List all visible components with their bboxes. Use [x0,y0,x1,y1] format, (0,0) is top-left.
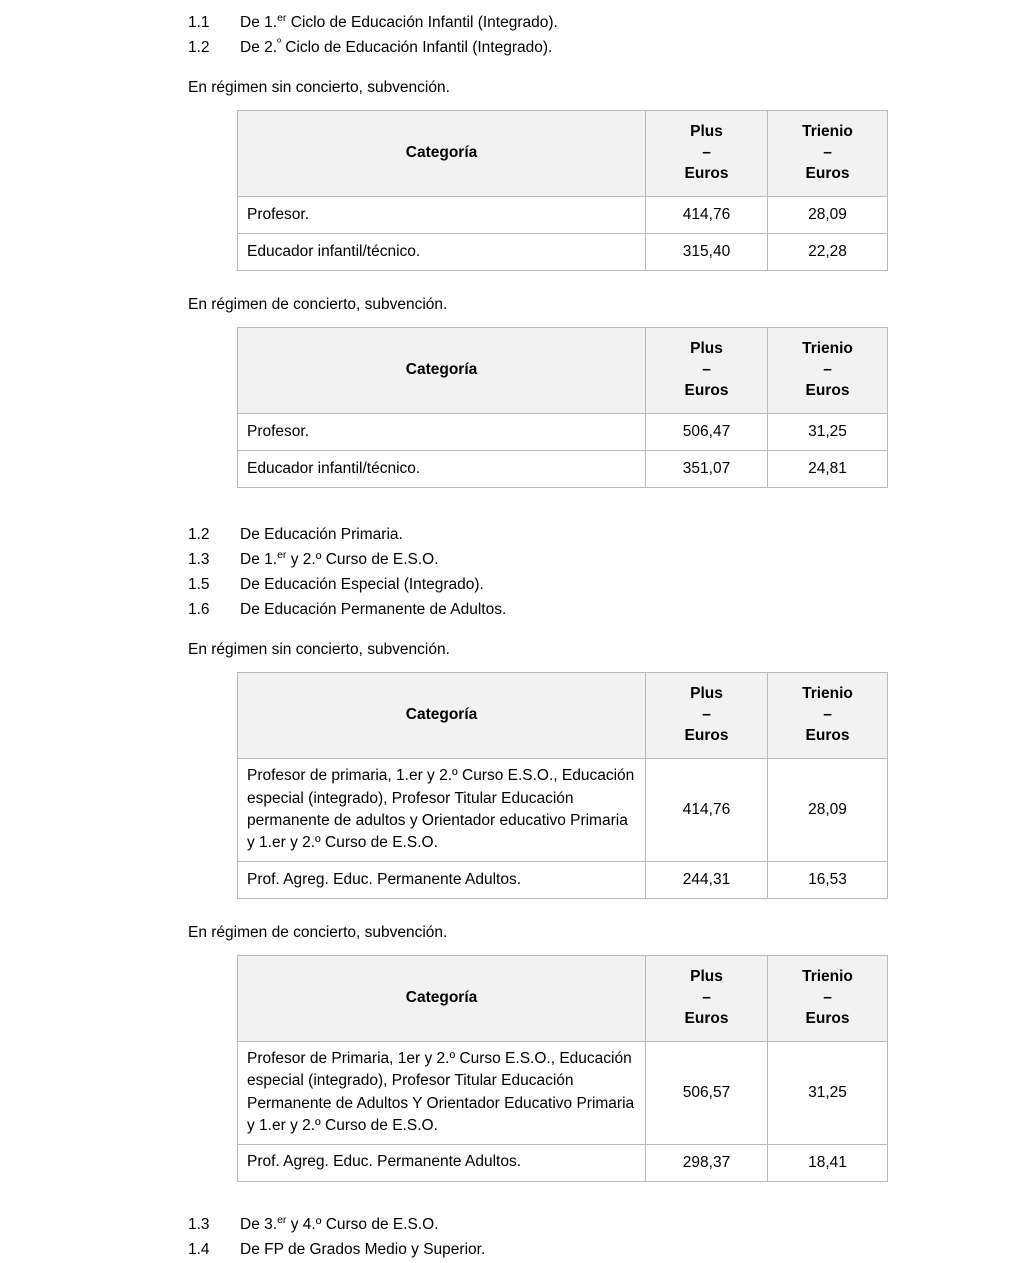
ordinal-suffix: er [277,548,287,561]
column-header-trienio: Trienio – Euros [768,328,888,414]
cell-trienio: 18,41 [768,1144,888,1181]
table-caption: En régimen de concierto, subvención. [188,296,448,314]
table-caption: En régimen sin concierto, subvención. [188,641,450,659]
column-header-plus: Plus – Euros [646,673,768,759]
cell-trienio: 22,28 [768,234,888,271]
table-row [238,413,888,450]
list-item [0,597,1030,622]
cell-plus: 351,07 [646,450,768,487]
cell-trienio: 24,81 [768,450,888,487]
cell-categoria: Profesor de primaria, 1.er y 2.º Curso E.S.O., Educación especial (integrado), Profesor Titular Educación permanente de adultos y Orientador educativo Primaria y 1.er y 2.º Curso de E.S.O. [238,759,646,862]
cell-categoria: Prof. Agreg. Educ. Permanente Adultos. [238,1144,646,1181]
cell-categoria: Educador infantil/técnico. [238,450,646,487]
table-row [238,450,888,487]
table-row [238,1041,888,1144]
list-item-label: De Educación Permanente de Adultos. [240,601,507,619]
table-header-row [238,328,888,414]
cell-plus: 298,37 [646,1144,768,1181]
table-caption: En régimen sin concierto, subvención. [188,79,450,97]
numbered-list-section-2 [0,522,1030,622]
cell-categoria: Prof. Agreg. Educ. Permanente Adultos. [238,861,646,898]
ordinal-suffix: º [277,36,281,49]
list-item [0,35,1030,60]
cell-plus: 414,76 [646,197,768,234]
list-item-label: De Educación Primaria. [240,525,403,543]
column-header-plus: Plus – Euros [646,328,768,414]
list-item-number: 1.3 [188,1215,210,1233]
column-header-plus: Plus – Euros [646,111,768,197]
list-item [0,1212,1030,1237]
cell-plus: 414,76 [646,759,768,862]
rates-table [237,672,888,899]
ordinal-suffix: er [277,1213,287,1226]
cell-trienio: 16,53 [768,861,888,898]
cell-plus: 315,40 [646,234,768,271]
list-item [0,572,1030,597]
list-item-label: De 1.$^{er}$ y 2.º Curso de E.S.O. [240,548,439,568]
list-item-label: De 2.$^º$ Ciclo de Educación Infantil (Integrado). [240,36,553,57]
column-header-trienio: Trienio – Euros [768,955,888,1041]
cell-plus: 506,57 [646,1041,768,1144]
list-item-number: 1.2 [188,39,210,57]
table-row [238,234,888,271]
cell-plus: 506,47 [646,413,768,450]
list-item-label: De Educación Especial (Integrado). [240,576,484,594]
table-row [238,1144,888,1181]
list-item-number: 1.3 [188,550,210,568]
table-row [238,197,888,234]
numbered-list-section-1 [0,10,1030,60]
list-item-number: 1.5 [188,576,210,594]
list-item [0,547,1030,572]
table-header-row [238,673,888,759]
column-header-categoria: Categoría [238,111,646,197]
cell-categoria: Profesor. [238,197,646,234]
list-item-number: 1.4 [188,1240,210,1258]
cell-trienio: 31,25 [768,413,888,450]
list-item [0,10,1030,35]
column-header-plus: Plus – Euros [646,955,768,1041]
cell-trienio: 28,09 [768,197,888,234]
table-row [238,759,888,862]
cell-categoria: Profesor. [238,413,646,450]
list-item [0,522,1030,547]
cell-categoria: Educador infantil/técnico. [238,234,646,271]
list-item-label: De 1.$^{er}$ Ciclo de Educación Infantil (Integrado). [240,11,558,31]
cell-trienio: 28,09 [768,759,888,862]
rates-table [237,327,888,488]
column-header-categoria: Categoría [238,955,646,1041]
numbered-list-section-3 [0,1212,1030,1262]
table-header-row [238,955,888,1041]
rates-table [237,955,888,1182]
list-item-label: De 3.$^{er}$ y 4.º Curso de E.S.O. [240,1213,439,1233]
cell-trienio: 31,25 [768,1041,888,1144]
column-header-categoria: Categoría [238,328,646,414]
list-item-number: 1.6 [188,601,210,619]
column-header-trienio: Trienio – Euros [768,673,888,759]
ordinal-suffix: er [277,11,287,24]
list-item-label: De FP de Grados Medio y Superior. [240,1240,486,1258]
list-item-number: 1.1 [188,14,210,31]
list-item-number: 1.2 [188,525,210,543]
table-caption: En régimen de concierto, subvención. [188,923,448,941]
cell-plus: 244,31 [646,861,768,898]
column-header-categoria: Categoría [238,673,646,759]
cell-categoria: Profesor de Primaria, 1er y 2.º Curso E.S.O., Educación especial (integrado), Profesor Titular Educación Permanente de Adultos Y Orientador Educativo Primaria y 1.er y 2.º Curso de E.S.O. [238,1041,646,1144]
table-row [238,861,888,898]
table-header-row [238,111,888,197]
column-header-trienio: Trienio – Euros [768,111,888,197]
rates-table [237,110,888,271]
list-item [0,1237,1030,1262]
